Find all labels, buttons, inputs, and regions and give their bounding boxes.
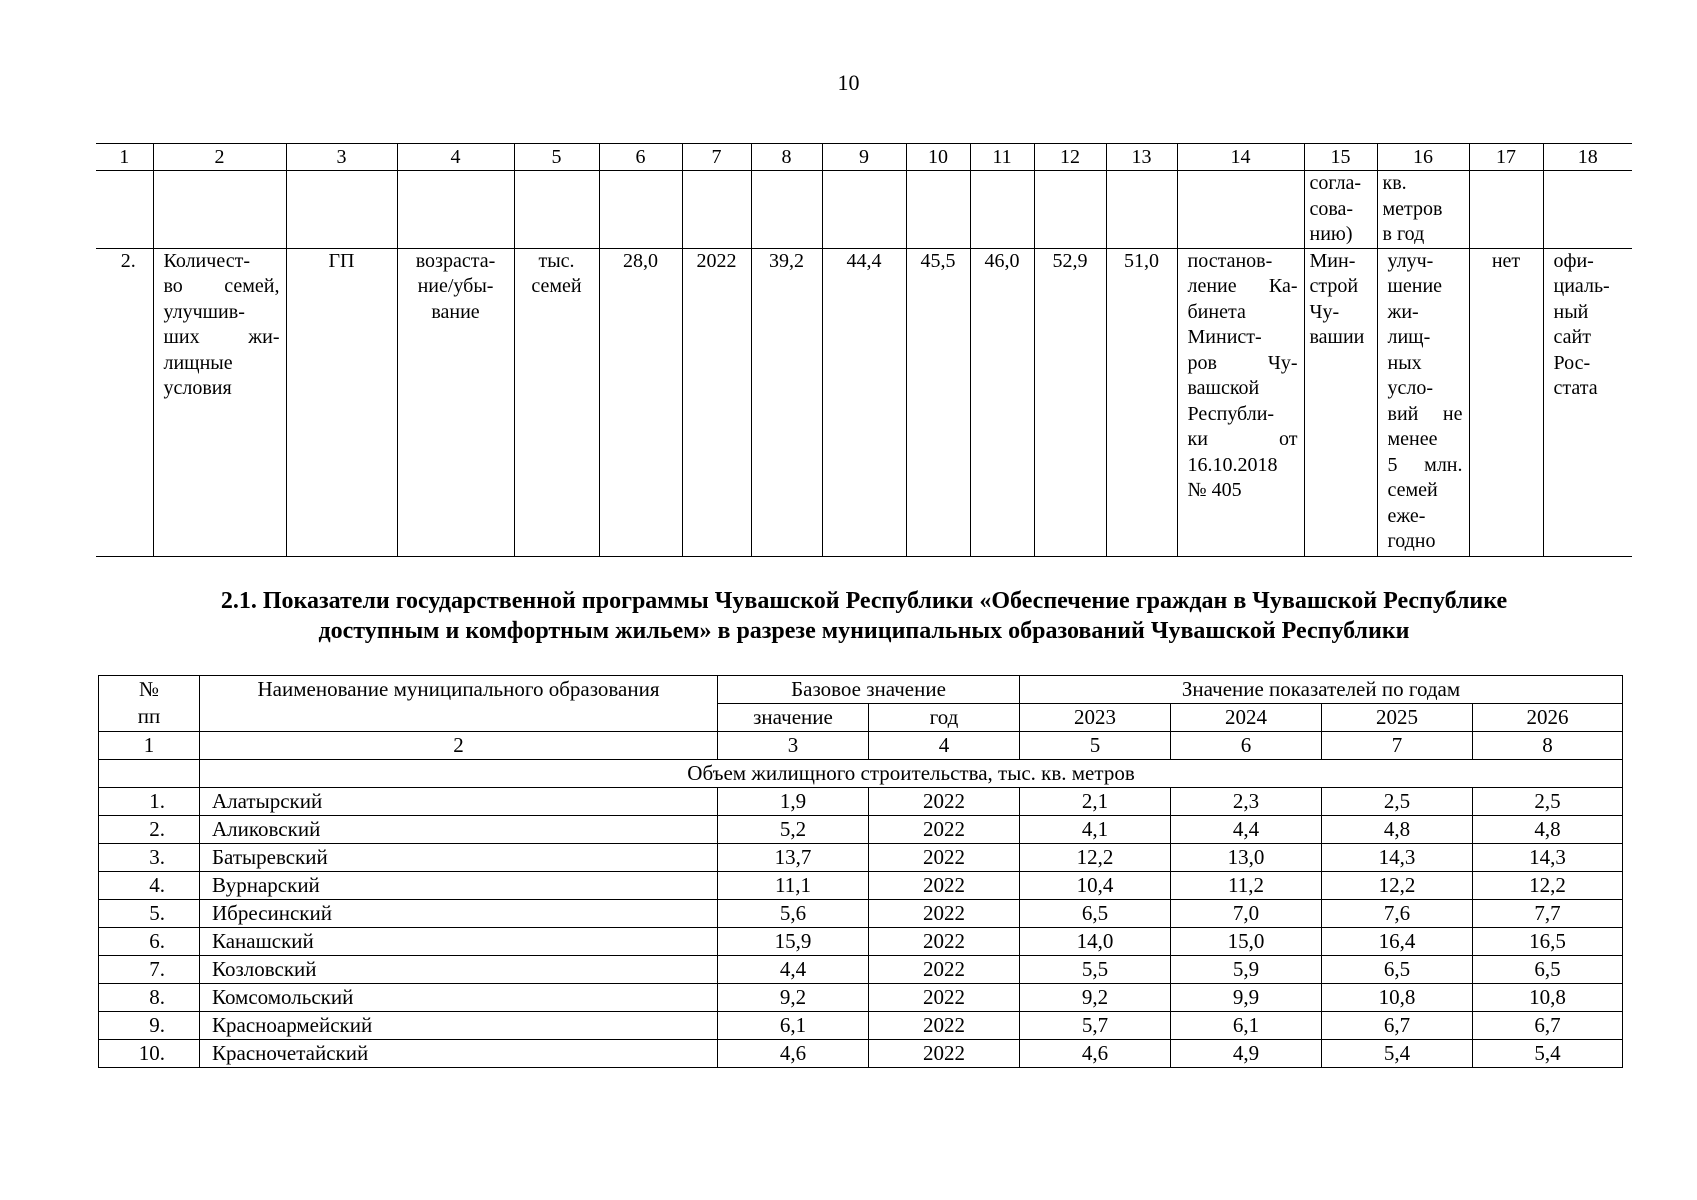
- value-2026: 4,8: [1473, 816, 1623, 844]
- value-2025: 7,6: [1322, 900, 1473, 928]
- value-2024: 11,2: [1171, 872, 1322, 900]
- goal: [1377, 248, 1469, 556]
- value-2023: 5,5: [1020, 956, 1171, 984]
- table-row: [99, 816, 1623, 844]
- legal-document: [1177, 248, 1304, 556]
- base-year: 2022: [869, 956, 1020, 984]
- column-number-10: 10: [906, 144, 970, 171]
- table-row: [99, 984, 1623, 1012]
- column-number-9: 9: [822, 144, 906, 171]
- text-line: ки от: [1187, 428, 1298, 450]
- page-number: 10: [837, 70, 860, 95]
- years-header: Значение показателей по годам: [1020, 676, 1623, 704]
- municipality-name: Козловский: [200, 956, 718, 984]
- base-value: 4,4: [718, 956, 869, 984]
- text-line: Минист-: [1187, 326, 1262, 348]
- trend: [397, 248, 514, 556]
- column-number-13: 13: [1106, 144, 1177, 171]
- text-line: Количест-: [163, 249, 250, 272]
- value-2025: 6,5: [1322, 956, 1473, 984]
- text-line: усло-: [1387, 377, 1434, 399]
- indicator-table: [96, 143, 1632, 557]
- column-number-16: 16: [1377, 144, 1469, 171]
- column-number-1: 1: [99, 732, 200, 760]
- row-number: 10.: [99, 1040, 200, 1068]
- value-2024: 9,9: [1171, 984, 1322, 1012]
- base-year: 2022: [869, 984, 1020, 1012]
- column-number-12: 12: [1034, 144, 1106, 171]
- table-row: [99, 956, 1623, 984]
- base-value: 6,1: [718, 1012, 869, 1040]
- base-year: 2022: [869, 816, 1020, 844]
- column-number-2: 2: [200, 732, 718, 760]
- municipal-indicators-table: [98, 675, 1623, 1068]
- text-line: кв.: [1382, 172, 1407, 194]
- column-number-row: [99, 732, 1623, 760]
- col-17-value: нет: [1469, 248, 1543, 556]
- base-year-header: год: [869, 704, 1020, 732]
- value-2023: 4,1: [1020, 816, 1171, 844]
- text-line: возраста-: [415, 249, 496, 272]
- value-2025: 6,7: [1322, 1012, 1473, 1040]
- row-number: 2.: [96, 248, 153, 556]
- municipality-name: Комсомольский: [200, 984, 718, 1012]
- text-line: лищные: [163, 351, 233, 374]
- value-2024: 6,1: [1171, 1012, 1322, 1040]
- approval-cell: [1304, 171, 1377, 249]
- column-number-3: 3: [286, 144, 397, 171]
- data-source: [1543, 248, 1632, 556]
- unit-continuation-cell: [1377, 171, 1469, 249]
- value-2025: 5,4: [1322, 1040, 1473, 1068]
- text-line: циаль-: [1553, 275, 1610, 297]
- group-title-row: [99, 760, 1623, 788]
- text-line: Чу-: [1309, 300, 1340, 323]
- value-2023: 4,6: [1020, 1040, 1171, 1068]
- text-line: ние/убы-: [417, 275, 494, 297]
- text-line: вий не: [1387, 402, 1463, 425]
- table-row: [99, 1040, 1623, 1068]
- text-line: стата: [1553, 377, 1598, 399]
- base-year: 2022: [869, 844, 1020, 872]
- section-title-line-2: доступным и комфортным жильем» в разрезе муниципальных образований Чувашской Республики: [318, 618, 1410, 644]
- text-line: ров Чу-: [1187, 351, 1298, 374]
- row-number: 4.: [99, 872, 200, 900]
- text-line: № 405: [1187, 479, 1242, 501]
- base-value: 13,7: [718, 844, 869, 872]
- value-2023: 6,5: [1020, 900, 1171, 928]
- text-line: условия: [163, 377, 232, 399]
- base-year: 2022: [869, 928, 1020, 956]
- base-year: 2022: [869, 1012, 1020, 1040]
- text-line: Рос-: [1553, 351, 1591, 374]
- value-2024: 15,0: [1171, 928, 1322, 956]
- municipality-name: Красночетайский: [200, 1040, 718, 1068]
- text-line: Республи-: [1187, 402, 1275, 425]
- row-number: 9.: [99, 1012, 200, 1040]
- text-line: ных: [1387, 351, 1422, 374]
- column-number-5: 5: [1020, 732, 1171, 760]
- value-2026: 16,5: [1473, 928, 1623, 956]
- column-number-17: 17: [1469, 144, 1543, 171]
- base-year: 2022: [869, 788, 1020, 816]
- text-line: ление Ка-: [1187, 275, 1298, 297]
- text-line: пп: [137, 704, 161, 728]
- value-2024: 4,9: [1171, 1040, 1322, 1068]
- municipality-name: Вурнарский: [200, 872, 718, 900]
- table-row: [99, 788, 1623, 816]
- continuation-row: [96, 171, 1632, 249]
- value-2025: 14,3: [1322, 844, 1473, 872]
- row-number: 6.: [99, 928, 200, 956]
- table-row: [99, 928, 1623, 956]
- column-number-8: 8: [1473, 732, 1623, 760]
- column-number-row: [96, 144, 1632, 171]
- text-line: ших жи-: [163, 326, 280, 348]
- municipality-name: Красноармейский: [200, 1012, 718, 1040]
- table-row: [96, 248, 1632, 556]
- text-line: вашии: [1309, 326, 1365, 348]
- value-2025: 2,5: [1322, 788, 1473, 816]
- value-2023: 10,4: [1020, 872, 1171, 900]
- row-number: 7.: [99, 956, 200, 984]
- text-line: шение: [1387, 275, 1443, 297]
- municipality-name: Канашский: [200, 928, 718, 956]
- value-2025: 4,8: [1322, 816, 1473, 844]
- text-line: №: [138, 677, 160, 701]
- text-line: улуч-: [1387, 249, 1434, 272]
- row-number: 5.: [99, 900, 200, 928]
- column-number-3: 3: [718, 732, 869, 760]
- year-header-2026: 2026: [1473, 704, 1623, 732]
- value-col-12: 52,9: [1034, 248, 1106, 556]
- value-2024: 13,0: [1171, 844, 1322, 872]
- text-line: семей: [531, 275, 582, 297]
- base-value: 1,9: [718, 788, 869, 816]
- value-2024: 7,0: [1171, 900, 1322, 928]
- base-value: 5,2: [718, 816, 869, 844]
- row-number: 8.: [99, 984, 200, 1012]
- name-header: Наименование муниципального образования: [200, 676, 718, 732]
- table-row: [99, 872, 1623, 900]
- text-line: еже-: [1387, 504, 1426, 527]
- municipality-name: Ибресинский: [200, 900, 718, 928]
- indicator-name: [153, 248, 286, 556]
- base-year: 2022: [869, 1040, 1020, 1068]
- row-number: 1.: [99, 788, 200, 816]
- value-2026: 10,8: [1473, 984, 1623, 1012]
- text-line: тыс.: [538, 249, 575, 272]
- value-col-11: 46,0: [970, 248, 1034, 556]
- text-line: 16.10.2018: [1187, 453, 1278, 476]
- text-line: улучшив-: [163, 300, 245, 323]
- value-col-8: 39,2: [751, 248, 822, 556]
- text-line: 5 млн.: [1387, 453, 1463, 476]
- base-value: 15,9: [718, 928, 869, 956]
- column-number-8: 8: [751, 144, 822, 171]
- text-line: во семей,: [163, 275, 280, 297]
- row-number: 2.: [99, 816, 200, 844]
- value-2024: 2,3: [1171, 788, 1322, 816]
- municipality-name: Батыревский: [200, 844, 718, 872]
- text-line: лищ-: [1387, 326, 1431, 348]
- text-line: согла-: [1309, 172, 1362, 194]
- text-line: сова-: [1309, 197, 1354, 220]
- table-row: [99, 1012, 1623, 1040]
- text-line: бинета: [1187, 300, 1246, 323]
- column-number-15: 15: [1304, 144, 1377, 171]
- base-year: 2022: [682, 248, 751, 556]
- program-type: ГП: [286, 248, 397, 556]
- year-header-2023: 2023: [1020, 704, 1171, 732]
- value-2026: 14,3: [1473, 844, 1623, 872]
- value-2024: 5,9: [1171, 956, 1322, 984]
- value-2023: 2,1: [1020, 788, 1171, 816]
- number-header: [99, 676, 200, 732]
- value-2023: 5,7: [1020, 1012, 1171, 1040]
- section-title: [96, 586, 1632, 646]
- base-value: 28,0: [599, 248, 682, 556]
- base-header: Базовое значение: [718, 676, 1020, 704]
- column-number-6: 6: [1171, 732, 1322, 760]
- value-2025: 12,2: [1322, 872, 1473, 900]
- base-value: 5,6: [718, 900, 869, 928]
- responsible-org: [1304, 248, 1377, 556]
- municipality-name: Аликовский: [200, 816, 718, 844]
- value-2023: 9,2: [1020, 984, 1171, 1012]
- header-row-1: [99, 676, 1623, 704]
- text-line: вашской: [1187, 377, 1260, 399]
- text-line: годно: [1387, 530, 1436, 552]
- column-number-14: 14: [1177, 144, 1304, 171]
- year-header-2025: 2025: [1322, 704, 1473, 732]
- table-row: [99, 900, 1623, 928]
- text-line: жи-: [1387, 300, 1419, 323]
- column-number-18: 18: [1543, 144, 1632, 171]
- value-2026: 5,4: [1473, 1040, 1623, 1068]
- text-line: Мин-: [1309, 249, 1356, 272]
- text-line: нию): [1309, 223, 1353, 245]
- municipality-name: Алатырский: [200, 788, 718, 816]
- column-number-7: 7: [1322, 732, 1473, 760]
- row-number: 3.: [99, 844, 200, 872]
- base-value: 4,6: [718, 1040, 869, 1068]
- value-2026: 6,5: [1473, 956, 1623, 984]
- value-2023: 12,2: [1020, 844, 1171, 872]
- value-2026: 12,2: [1473, 872, 1623, 900]
- text-line: семей: [1387, 479, 1438, 501]
- column-number-1: 1: [96, 144, 153, 171]
- column-number-5: 5: [514, 144, 599, 171]
- value-2025: 10,8: [1322, 984, 1473, 1012]
- year-header-2024: 2024: [1171, 704, 1322, 732]
- value-2026: 2,5: [1473, 788, 1623, 816]
- value-2026: 7,7: [1473, 900, 1623, 928]
- base-value: 9,2: [718, 984, 869, 1012]
- text-line: в год: [1382, 223, 1425, 245]
- base-year: 2022: [869, 872, 1020, 900]
- column-number-4: 4: [397, 144, 514, 171]
- value-2025: 16,4: [1322, 928, 1473, 956]
- column-number-11: 11: [970, 144, 1034, 171]
- column-number-2: 2: [153, 144, 286, 171]
- group-title: Объем жилищного строительства, тыс. кв. метров: [200, 760, 1623, 788]
- table-row: [99, 844, 1623, 872]
- value-col-9: 44,4: [822, 248, 906, 556]
- value-2024: 4,4: [1171, 816, 1322, 844]
- column-number-7: 7: [682, 144, 751, 171]
- value-2026: 6,7: [1473, 1012, 1623, 1040]
- text-line: метров: [1382, 197, 1443, 220]
- text-line: ный: [1553, 300, 1589, 323]
- text-line: строй: [1309, 275, 1359, 297]
- value-col-10: 45,5: [906, 248, 970, 556]
- unit: [514, 248, 599, 556]
- column-number-4: 4: [869, 732, 1020, 760]
- base-value-header: значение: [718, 704, 869, 732]
- section-title-line-1: 2.1. Показатели государственной программы Чувашской Республики «Обеспечение граждан в Чувашской Республике: [220, 588, 1508, 614]
- text-line: офи-: [1553, 249, 1594, 272]
- text-line: постанов-: [1187, 249, 1273, 272]
- value-2023: 14,0: [1020, 928, 1171, 956]
- text-line: сайт: [1553, 326, 1591, 348]
- value-col-13: 51,0: [1106, 248, 1177, 556]
- base-value: 11,1: [718, 872, 869, 900]
- text-line: менее: [1387, 428, 1438, 450]
- text-line: вание: [431, 300, 480, 323]
- column-number-6: 6: [599, 144, 682, 171]
- base-year: 2022: [869, 900, 1020, 928]
